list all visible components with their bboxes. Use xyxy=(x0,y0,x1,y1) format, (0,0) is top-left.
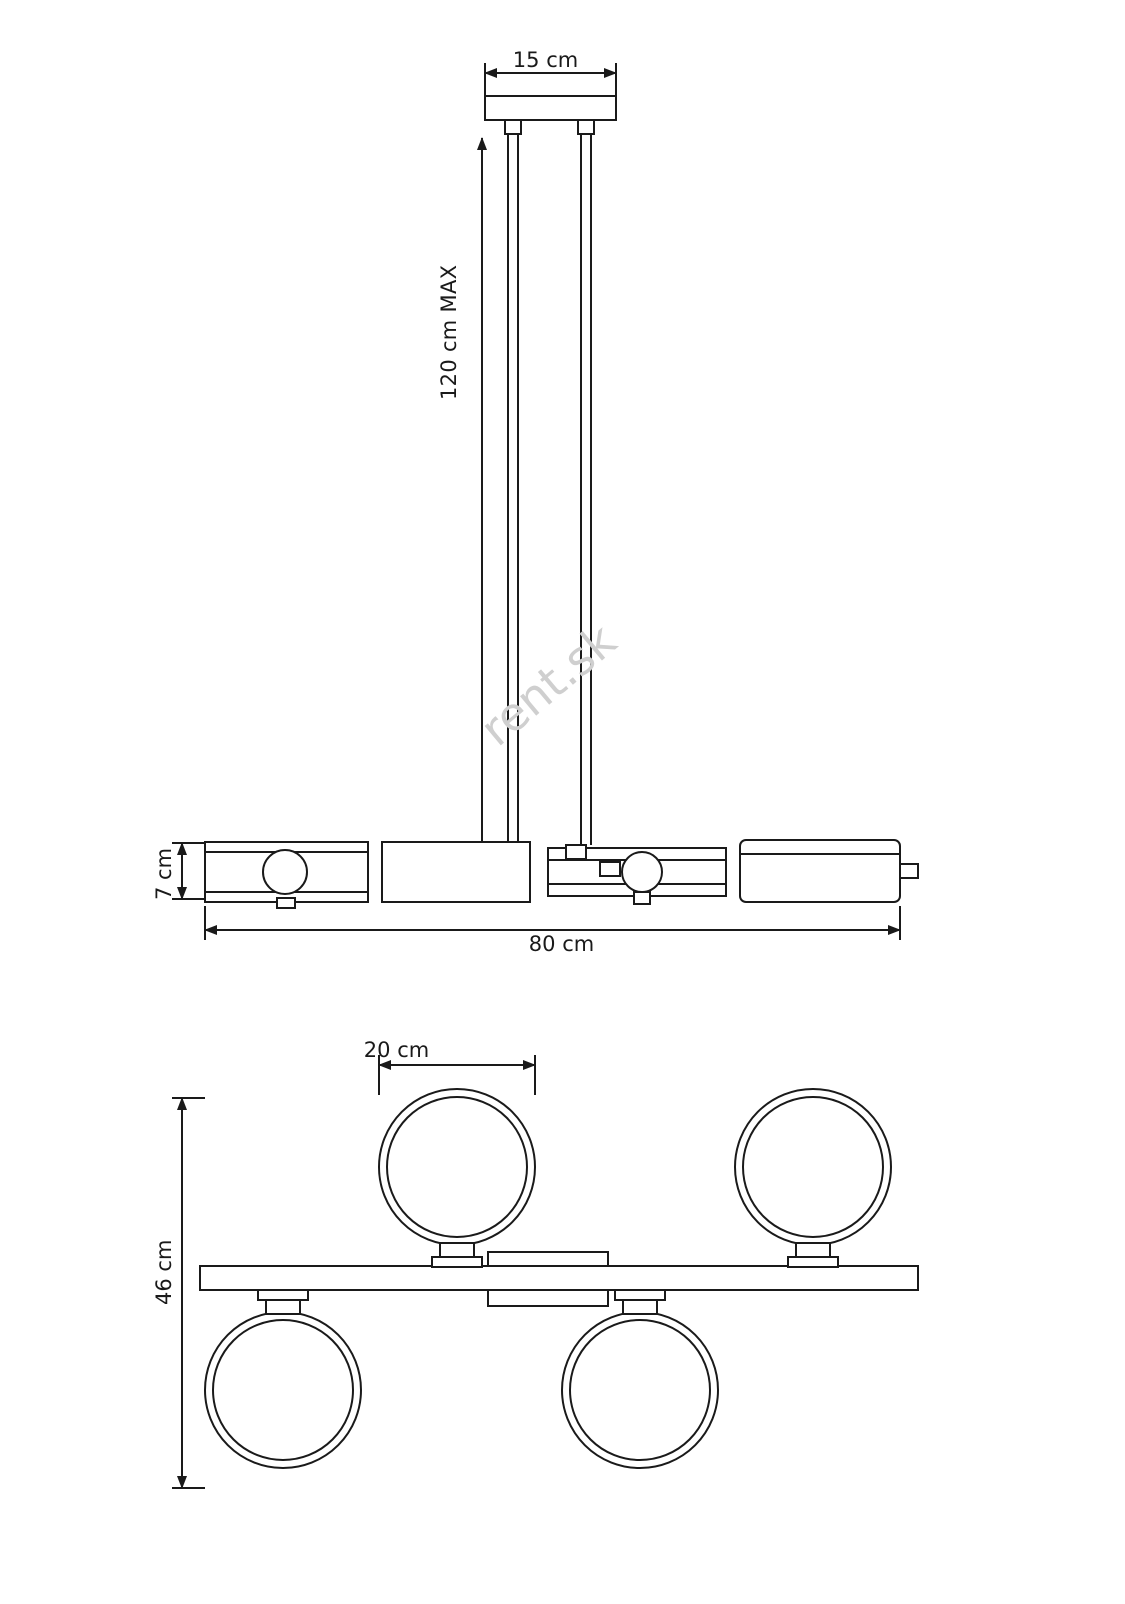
globe-lower-left xyxy=(205,1290,361,1468)
dimension-7cm xyxy=(172,843,205,899)
dimension-label-drop-height: 120 cm MAX xyxy=(437,264,461,400)
dimension-label-bar-height: 7 cm xyxy=(152,847,176,900)
dimension-label-globe-diameter: 20 cm xyxy=(363,1038,430,1062)
watermark-text: rent.sk xyxy=(470,613,627,757)
side-bar-assembly xyxy=(205,840,918,908)
dimension-label-canopy-width: 15 cm xyxy=(512,48,579,72)
dimension-label-total-depth: 46 cm xyxy=(152,1239,176,1305)
suspension-rod-right xyxy=(581,134,591,845)
plan-bar xyxy=(200,1266,918,1290)
globe-lower-right xyxy=(562,1290,718,1468)
dimension-46cm xyxy=(172,1098,205,1488)
ceiling-canopy xyxy=(485,96,616,134)
globe-upper-right xyxy=(735,1089,891,1267)
dimension-label-total-width: 80 cm xyxy=(528,932,595,956)
globe-upper-left xyxy=(379,1089,535,1267)
suspension-rod-left xyxy=(508,134,518,845)
